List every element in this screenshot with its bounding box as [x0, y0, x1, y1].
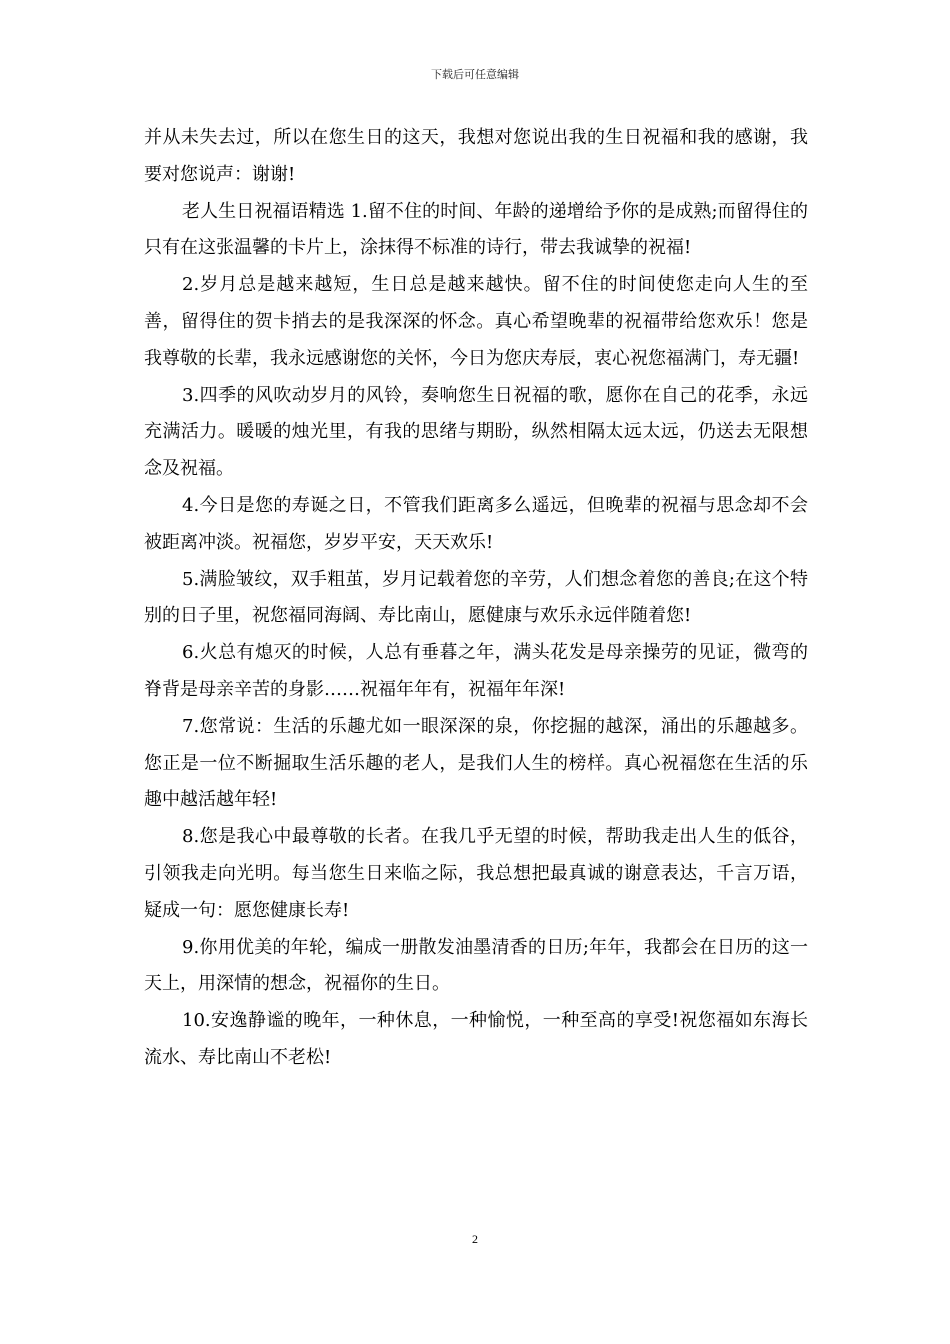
- paragraph: 5.满脸皱纹，双手粗茧，岁月记载着您的辛劳，人们想念着您的善良;在这个特别的日子里，祝您福同海阔、寿比南山，愿健康与欢乐永远伴随着您!: [144, 568, 808, 627]
- paragraph: 7.您常说：生活的乐趣尤如一眼深深的泉，你挖掘的越深，涌出的乐趣越多。您正是一位不断掘取生活乐趣的老人，是我们人生的榜样。真心祝福您在生活的乐趣中越活越年轻!: [144, 715, 808, 811]
- paragraph: 6.火总有熄灭的时候，人总有垂暮之年，满头花发是母亲操劳的见证，微弯的脊背是母亲辛苦的身影……祝福年年有，祝福年年深!: [144, 642, 808, 700]
- document-body: [144, 120, 808, 1077]
- page-header: 下载后可任意编辑: [431, 68, 519, 81]
- paragraph: 10.安逸静谧的晚年，一种休息，一种愉悦，一种至高的享受!祝您福如东海长流水、寿比南山不老松!: [144, 1010, 808, 1068]
- paragraph: 8.您是我心中最尊敬的长者。在我几乎无望的时候，帮助我走出人生的低谷，引领我走向光明。每当您生日来临之际，我总想把最真诚的谢意表达，千言万语，疑成一句：愿您健康长寿!: [144, 826, 808, 921]
- paragraph: 9.你用优美的年轮，编成一册散发油墨清香的日历;年年，我都会在日历的这一天上，用深情的想念，祝福你的生日。: [144, 936, 808, 995]
- paragraph: 2.岁月总是越来越短，生日总是越来越快。留不住的时间使您走向人生的至善，留得住的贺卡捎去的是我深深的怀念。真心希望晚辈的祝福带给您欢乐！您是我尊敬的长辈，我永远感谢您的关怀，今日为您庆寿辰，衷心祝您福满门，寿无疆!: [144, 274, 808, 369]
- paragraph: 3.四季的风吹动岁月的风铃，奏响您生日祝福的歌，愿你在自己的花季，永远充满活力。暖暖的烛光里，有我的思绪与期盼，纵然相隔太远太远，仍送去无限想念及祝福。: [144, 384, 808, 480]
- paragraph: 老人生日祝福语精选 1.留不住的时间、年龄的递增给予你的是成熟;而留得住的只有在这张温馨的卡片上，涂抹得不标准的诗行，带去我诚挚的祝福!: [144, 200, 808, 259]
- page-number: 2: [472, 1232, 478, 1246]
- paragraph: 并从未失去过，所以在您生日的这天，我想对您说出我的生日祝福和我的感谢，我要对您说声：谢谢!: [144, 127, 808, 185]
- paragraph: 4.今日是您的寿诞之日，不管我们距离多么遥远，但晚辈的祝福与思念却不会被距离冲淡。祝福您，岁岁平安，天天欢乐!: [144, 494, 808, 553]
